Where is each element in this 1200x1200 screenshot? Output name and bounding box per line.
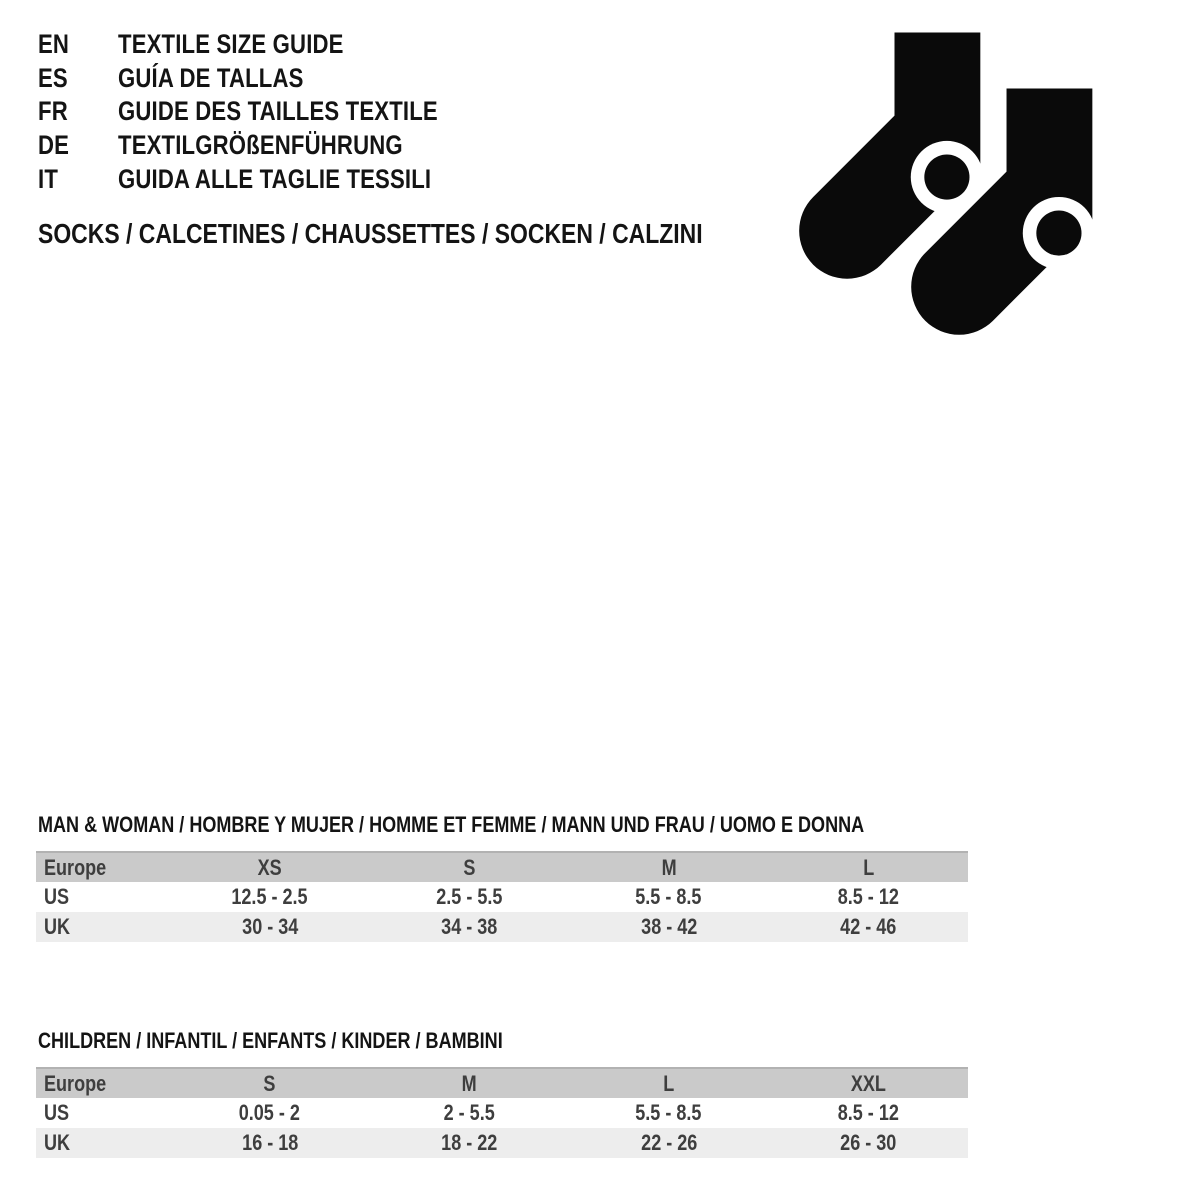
- column-header: L: [663, 1070, 675, 1096]
- size-cell: 8.5 - 12: [837, 1100, 899, 1125]
- column-header: XS: [257, 854, 282, 880]
- size-cell: 16 - 18: [241, 1130, 298, 1155]
- socks-icon-graphic: [795, 28, 1125, 346]
- language-list: [38, 28, 508, 196]
- table-header-row: [36, 1068, 968, 1098]
- language-label: TEXTILE SIZE GUIDE: [118, 29, 344, 60]
- size-cell: 12.5 - 2.5: [231, 884, 308, 909]
- row-label: US: [44, 1100, 70, 1125]
- language-label: TEXTILGRÖßENFÜHRUNG: [118, 130, 403, 161]
- column-header: S: [463, 854, 476, 880]
- column-header: Europe: [44, 854, 107, 880]
- row-label: US: [44, 884, 70, 909]
- language-row-es: [38, 62, 508, 96]
- language-row-fr: [38, 95, 508, 129]
- size-cell: 34 - 38: [441, 914, 498, 939]
- language-code: FR: [38, 96, 68, 127]
- column-header: M: [461, 1070, 477, 1096]
- table-row-us: [36, 882, 968, 912]
- size-cell: 38 - 42: [640, 914, 697, 939]
- language-code: EN: [38, 29, 70, 60]
- adults-size-section: [36, 812, 968, 942]
- children-size-section: [36, 1028, 968, 1158]
- table-row-us: [36, 1098, 968, 1128]
- column-header: S: [263, 1070, 276, 1096]
- language-row-en: [38, 28, 508, 62]
- language-label: GUIDA ALLE TAGLIE TESSILI: [118, 163, 432, 194]
- size-cell: 5.5 - 8.5: [635, 884, 702, 909]
- size-cell: 18 - 22: [441, 1130, 498, 1155]
- row-label: UK: [44, 1130, 71, 1155]
- product-category-heading: SOCKS / CALCETINES / CHAUSSETTES / SOCKEN / CALZINI: [38, 218, 703, 249]
- size-cell: 2.5 - 5.5: [436, 884, 503, 909]
- language-code: ES: [38, 62, 68, 93]
- size-cell: 22 - 26: [640, 1130, 697, 1155]
- table-row-uk: [36, 1128, 968, 1158]
- children-size-table: [36, 1067, 968, 1158]
- column-header: XXL: [850, 1070, 886, 1096]
- socks-icon: [795, 28, 1125, 346]
- table-row-uk: [36, 912, 968, 942]
- column-header: M: [661, 854, 677, 880]
- size-cell: 5.5 - 8.5: [635, 1100, 702, 1125]
- size-cell: 30 - 34: [241, 914, 298, 939]
- language-label: GUIDE DES TAILLES TEXTILE: [118, 96, 438, 127]
- row-label: UK: [44, 914, 71, 939]
- adults-size-table: [36, 851, 968, 942]
- size-cell: 2 - 5.5: [443, 1100, 495, 1125]
- language-code: DE: [38, 130, 70, 161]
- column-header: L: [862, 854, 874, 880]
- size-cell: 0.05 - 2: [239, 1100, 301, 1125]
- size-cell: 8.5 - 12: [837, 884, 899, 909]
- language-code: IT: [38, 163, 59, 194]
- table-header-row: [36, 852, 968, 882]
- children-table-title: CHILDREN / INFANTIL / ENFANTS / KINDER / BAMBINI: [38, 1028, 503, 1053]
- column-header: Europe: [44, 1070, 107, 1096]
- size-cell: 26 - 30: [840, 1130, 897, 1155]
- language-label: GUÍA DE TALLAS: [118, 62, 304, 93]
- language-row-de: [38, 129, 508, 163]
- language-row-it: [38, 162, 508, 196]
- size-cell: 42 - 46: [840, 914, 897, 939]
- adults-table-title: MAN & WOMAN / HOMBRE Y MUJER / HOMME ET FEMME / MANN UND FRAU / UOMO E DONNA: [38, 812, 865, 837]
